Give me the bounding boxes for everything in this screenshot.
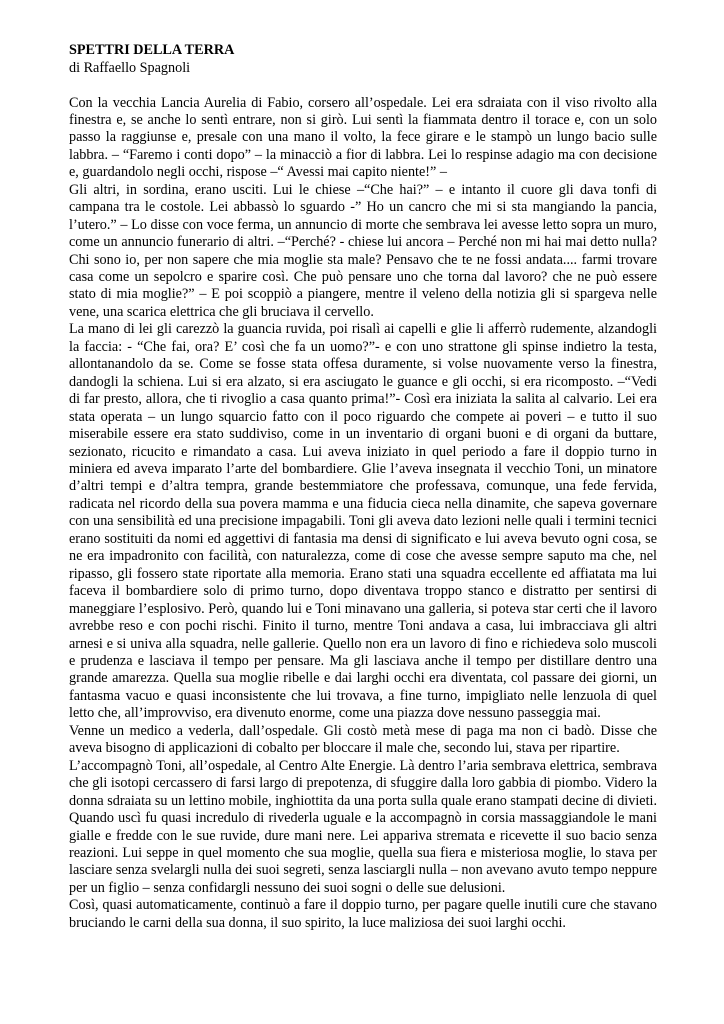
paragraph-5: L’accompagnò Toni, all’ospedale, al Centro Alte Energie. Là dentro l’aria sembrava elettrica, sembrava che gli isotopi cercassero di farsi largo di prepotenza, di sfuggire dalla loro gabbia di piombo. Videro la donna sdraiata su un lettino mobile, inghiottita da una porta sulla quale erano stampati decine di divieti. Quando uscì fu quasi incredulo di rivederla uguale e la accompagnò in corsia massaggiandole le mani gialle e fredde con le sue ruvide, dure mani nere. Lei appariva stremata e ricevette il suo bacio senza reazioni. Lui seppe in quel momento che sua moglie, quella sua fiera e misteriosa moglie, lo stava per lasciare senza svelargli nulla dei suoi segreti, senza lasciargli nulla – non avevano avuto tempo neppure per un figlio – senza confidargli nessuno dei suoi sogni o delle sue delusioni. bbox=[69, 757, 657, 896]
paragraph-6: Così, quasi automaticamente, continuò a fare il doppio turno, per pagare quelle inutili cure che stavano bruciando le carni della sua donna, il suo spirito, la luce maliziosa dei suoi larghi occhi. bbox=[69, 897, 657, 931]
document-author: di Raffaello Spagnoli bbox=[69, 59, 191, 76]
paragraph-4: Venne un medico a vederla, dall’ospedale. Gli costò metà mese di paga ma non ci badò. Disse che aveva bisogno di applicazioni di cobalto per bloccare il male che, secondo lui, stava per ripartire. bbox=[69, 722, 657, 757]
paragraph-3: La mano di lei gli carezzò la guancia ruvida, poi risalì ai capelli e glie li afferrò rudemente, alzandogli la faccia: - “Che fai, ora? E’ così che fa un uomo?”- e con uno strattone gli spinse indietro la testa, allontanandolo da se. Come se fosse stata offesa duramente, si volse nuovamente verso la finestra, dandogli la schiena. Lui si era alzato, si era asciugato le guance e gli occhi, si era ricomposto. –“Vedi di far presto, allora, che ti rivoglio a casa quanto prima!”- Così era iniziata la salita al calvario. Lei era stata operata – un lungo squarcio fatto con il poco riguardo che compete ai poveri – e tutto il suo miserabile essere era stato suddiviso, come in un inventario di organi buoni e di organi da buttare, sezionato, ricucito e rimandato a casa. Lui aveva iniziato in quel periodo a fare il doppio turno in miniera ed aveva imparato l’arte del bombardiere. Glie l’aveva insegnata il vecchio Toni, un minatore d’altri tempi e d’altra tempra, grande bestemmiatore che professava, comunque, una fede fervida, radicata nel ricordo della sua povera mamma e una fiducia cieca nella dinamite, che sapeva governare con una sensibilità ed una precisione impagabili. Toni gli aveva dato lezioni nelle quali i termini tecnici erano sostituiti da nomi ed aggettivi di fantasia ma densi di significato e lui aveva bevuto ogni cosa, se ne era impadronito con facilità, con naturalezza, come di cose che avesse sempre saputo ma che, nel ripasso, gli fossero state riportate alla memoria. Erano stati una squadra eccellente ed affiatata ma lui faceva il bombardiere solo di primo turno, dopo diventava troppo stanco e distratto per sentirsi di maneggiare l’esplosivo. Però, quando lui e Toni minavano una galleria, si poteva star certi che il lavoro avrebbe reso e con pochi rischi. Finito il turno, mentre Toni andava a casa, lui imbracciava gli altri arnesi e si univa alla squadra, nelle gallerie. Quello non era un lavoro di fino e richiedeva solo muscoli e prudenza e lasciava il tempo per pensare. Ma gli lasciava anche il tempo per distillare dentro una grande amarezza. Quella sua moglie ribelle e dai larghi occhi era diventata, col passare dei giorni, un fantasma vacuo e quasi inconsistente che lui trovava, a fine turno, impigliato nelle lenzuola di quel letto che, all’improvviso, era divenuto enorme, come una piazza dove nessuno passeggia mai. bbox=[69, 321, 657, 722]
paragraph-1: Con la vecchia Lancia Aurelia di Fabio, corsero all’ospedale. Lei era sdraiata con il viso rivolto alla finestra e, se anche lo sentì entrare, non si girò. Lui sentì la fiammata dentro il torace e, con un solo passo la raggiunse e, presale con una mano il volto, la fece girare e le stampò un lungo bacio sulle labbra. – “Faremo i conti dopo” – la minacciò a fior di labbra. Lei lo respinse adagio ma con decisione e, guardandolo negli occhi, rispose –“ Avessi mai capito niente!” – bbox=[69, 94, 657, 181]
document-page bbox=[69, 42, 657, 932]
document-title: SPETTRI DELLA TERRA bbox=[69, 42, 235, 58]
paragraph-2: Gli altri, in sordina, erano usciti. Lui le chiese –“Che hai?” – e intanto il cuore gli dava tonfi di campana tra le costole. Lei abbassò lo sguardo -” Ho un cancro che mi si sta mangiando la pancia, l’utero.” – Lo disse con voce ferma, un annuncio di morte che sembrava lei avesse letto sopra un muro, come un annuncio funerario di altri. –“Perché? - chiese lui ancora – Perché non mi hai mai detto nulla? Chi sono io, per non sapere che mia moglie sta male? Pensavo che te ne fossi andata.... farmi trovare casa come un sepolcro e sparire così. Che può pensare uno che torna dal lavoro? che ne può essere stato di mia moglie?” – E poi scoppiò a piangere, mentre il veleno della notizia gli si spargeva nelle vene, una scarica elettrica che gli bruciava il cervello. bbox=[69, 181, 657, 320]
document-body bbox=[69, 95, 657, 933]
